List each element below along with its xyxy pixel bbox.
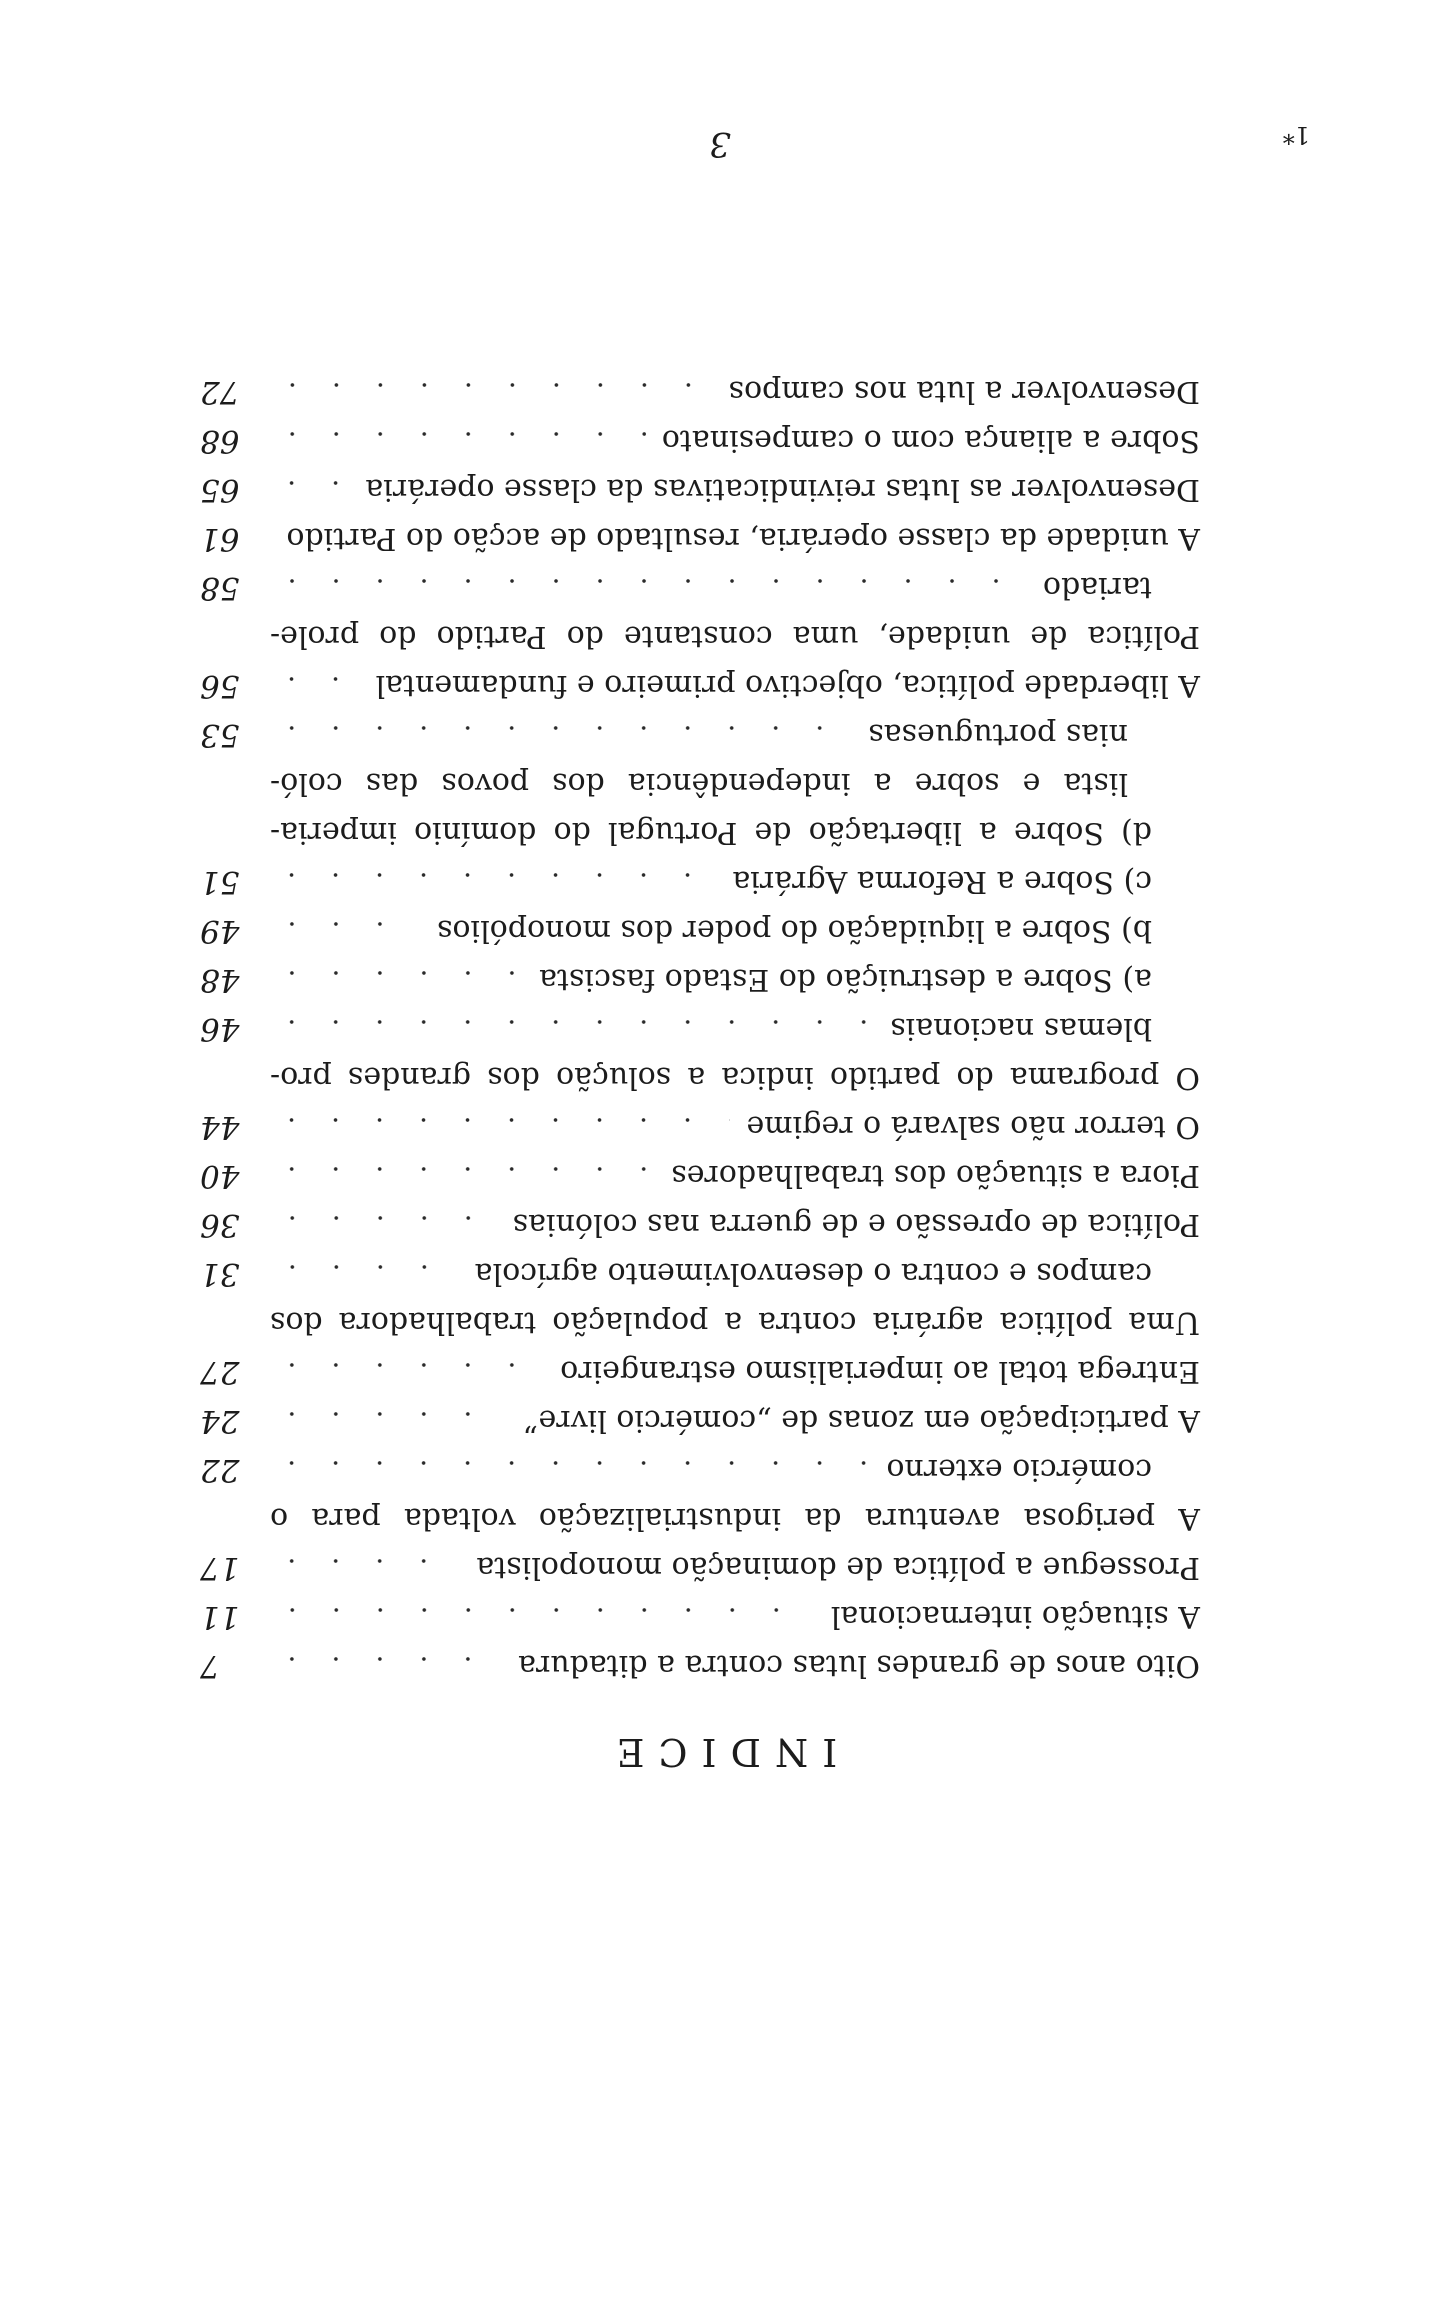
dot-leader [270, 1106, 730, 1136]
toc-entry-text: A liberdade política, objectivo primeiro e fundamental [375, 668, 1200, 704]
toc-entry [200, 1347, 1200, 1396]
toc-entry-line [200, 612, 1200, 661]
toc-entry-line [200, 759, 1200, 808]
toc-entry-line [200, 1641, 1200, 1690]
toc-page-number: 40 [200, 1158, 240, 1194]
toc-entry [200, 906, 1200, 955]
toc-page-number: 65 [200, 472, 240, 508]
toc-entry [200, 1396, 1200, 1445]
toc-entry-text: Política de unidade, uma constante do Partido do prole- [270, 619, 1200, 655]
toc-entry-text: A situação internacional [830, 1599, 1200, 1635]
toc-entry [200, 563, 1200, 661]
toc-entry-line [200, 906, 1200, 955]
toc-entry-line [200, 1102, 1200, 1151]
toc-entry-line [200, 1347, 1200, 1396]
toc-entry-text: nias portuguesas [868, 717, 1128, 753]
table-of-contents [200, 367, 1200, 1690]
toc-page-number: 56 [200, 668, 240, 704]
toc-entry-line [200, 1053, 1200, 1102]
toc-entry-line [200, 465, 1200, 514]
toc-entry [200, 514, 1200, 563]
toc-entry-text: Uma política agrária contra a população trabalhadora dos [270, 1305, 1200, 1341]
toc-entry [200, 416, 1200, 465]
toc-entry-text: Oito anos de grandes lutas contra a ditadura [518, 1648, 1200, 1684]
toc-page-number: 17 [200, 1550, 240, 1586]
toc-entry-text: Sobre a aliança com o campesinato [661, 423, 1200, 459]
toc-entry [200, 1592, 1200, 1641]
toc-entry-line [200, 1151, 1200, 1200]
toc-entry-line [200, 857, 1200, 906]
toc-page-number: 27 [200, 1354, 240, 1390]
toc-page-number: 51 [200, 864, 240, 900]
toc-entry-text: Prossegue a política de dominação monopolista [476, 1550, 1200, 1586]
toc-entry-text: comércio externo [886, 1452, 1152, 1488]
toc-entry [200, 955, 1200, 1004]
toc-entry-line [200, 1445, 1200, 1494]
toc-entry-line [200, 661, 1200, 710]
toc-entry [200, 857, 1200, 906]
dot-leader [270, 861, 716, 891]
toc-entry-line [200, 1249, 1200, 1298]
dot-leader [270, 714, 852, 744]
toc-entry-text: b) Sobre a liquidação do poder dos monopólios [437, 913, 1152, 949]
dot-leader [270, 959, 523, 989]
dot-leader [270, 1645, 502, 1675]
toc-entry-text: Política de opressão e de guerra nas colónias [512, 1207, 1200, 1243]
toc-entry-text: c) Sobre a Reforma Agrária [732, 864, 1152, 900]
toc-entry-text: d) Sobre a libertação de Portugal do domínio imperia- [270, 815, 1152, 851]
dot-leader [270, 371, 713, 401]
toc-entry-text: blemas nacionais [890, 1011, 1152, 1047]
toc-entry-line [200, 1592, 1200, 1641]
toc-entry-line [200, 710, 1200, 759]
folio-page-number: 3 [709, 124, 731, 164]
toc-entry [200, 1249, 1200, 1347]
toc-entry-text: A perigosa aventura da industrialização voltada para o [270, 1501, 1200, 1537]
toc-entry-text: Desenvolver a luta nos campos [728, 374, 1200, 410]
dot-leader [270, 1204, 497, 1234]
toc-entry-text: campos e contra o desenvolvimento agrícola [474, 1256, 1152, 1292]
dot-leader [270, 420, 646, 450]
toc-entry-text: lista e sobre a independência dos povos das coló- [270, 766, 1128, 802]
page-title: INDICE [602, 1730, 838, 1774]
dot-leader [270, 1008, 874, 1038]
toc-page-number: 36 [200, 1207, 240, 1243]
toc-entry [200, 465, 1200, 514]
toc-entry-line [200, 416, 1200, 465]
toc-entry-text: O programa do partido indica a solução dos grandes pro- [270, 1060, 1200, 1096]
dot-leader [270, 469, 349, 499]
toc-page-number: 68 [200, 423, 240, 459]
toc-entry-text: a) Sobre a destruição do Estado fascista [539, 962, 1152, 998]
toc-entry [200, 1004, 1200, 1102]
dot-leader [270, 1449, 870, 1479]
dot-leader [270, 567, 1027, 597]
toc-entry-line [200, 1396, 1200, 1445]
toc-entry-line [200, 808, 1200, 857]
dot-leader [270, 1547, 460, 1577]
toc-entry-line [200, 955, 1200, 1004]
dot-leader [270, 665, 359, 695]
dot-leader [270, 1253, 459, 1283]
toc-entry [200, 1543, 1200, 1592]
toc-entry [200, 1641, 1200, 1690]
toc-entry [200, 1445, 1200, 1543]
toc-page-number: 31 [200, 1256, 240, 1292]
dot-leader [270, 1400, 507, 1430]
toc-entry-text: O terror não salvará o regime [746, 1109, 1200, 1145]
toc-page-number: 48 [200, 962, 240, 998]
toc-entry-line [200, 1494, 1200, 1543]
dot-leader [270, 1155, 655, 1185]
signature-mark: 1* [1282, 121, 1310, 149]
toc-entry [200, 367, 1200, 416]
toc-entry-text: A participação em zonas de „comércio livre” [523, 1403, 1200, 1439]
toc-page-number: 24 [200, 1403, 240, 1439]
toc-entry-line [200, 1004, 1200, 1053]
toc-page-number: 49 [200, 913, 240, 949]
toc-entry [200, 710, 1200, 857]
toc-page-number: 53 [200, 717, 240, 753]
toc-entry-text: Desenvolver as lutas reivindicativas da classe operária [365, 472, 1200, 508]
toc-entry-line [200, 1298, 1200, 1347]
toc-entry-line [200, 1543, 1200, 1592]
dot-leader [270, 1351, 544, 1381]
toc-entry [200, 1102, 1200, 1151]
toc-page-number: 11 [200, 1599, 240, 1635]
toc-entry-text: Piora a situação dos trabalhadores [671, 1158, 1200, 1194]
toc-page-number: 22 [200, 1452, 240, 1488]
dot-leader [270, 910, 421, 940]
toc-entry-text: tariado [1042, 570, 1152, 606]
toc-entry [200, 1151, 1200, 1200]
toc-entry-line [200, 1200, 1200, 1249]
toc-entry [200, 661, 1200, 710]
toc-page-number: 61 [200, 521, 240, 557]
toc-entry-line [200, 563, 1200, 612]
toc-page-number: 72 [200, 374, 240, 410]
toc-page-number: 58 [200, 570, 240, 606]
toc-page-number: 7 [200, 1648, 220, 1684]
toc-entry-line [200, 367, 1200, 416]
dot-leader [270, 1596, 815, 1626]
toc-entry-line [200, 514, 1200, 563]
toc-page-number: 46 [200, 1011, 240, 1047]
toc-page-number: 44 [200, 1109, 240, 1145]
toc-entry-text: A unidade da classe operária, resultado de acção do Partido [286, 521, 1200, 557]
toc-entry [200, 1200, 1200, 1249]
toc-entry-text: Entrega total ao imperialismo estrangeiro [560, 1354, 1200, 1390]
